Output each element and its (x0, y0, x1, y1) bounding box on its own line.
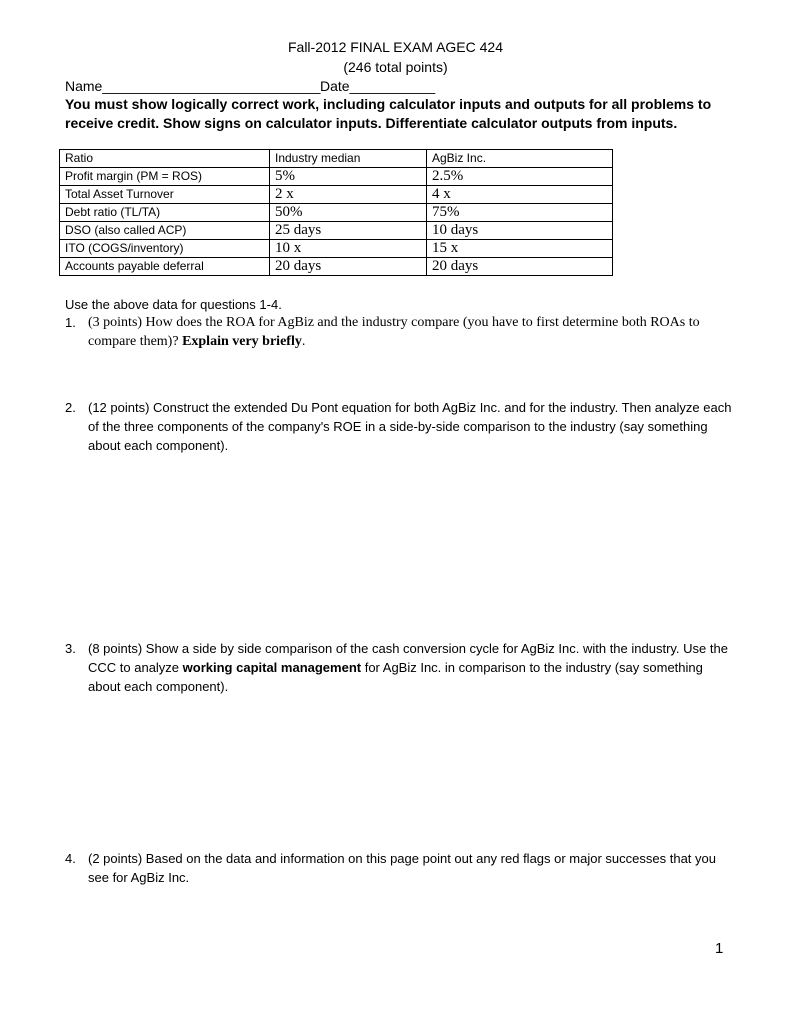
table-row (60, 258, 613, 276)
question-1-emphasis: Explain very briefly (182, 334, 302, 349)
question-3-text (88, 639, 738, 696)
table-cell-ratio: Accounts payable deferral (60, 258, 270, 276)
exam-title: Fall-2012 FINAL EXAM AGEC 424 (287, 39, 504, 55)
table-cell-industry: 50% (270, 204, 427, 222)
table-row (60, 240, 613, 258)
table-cell-industry: 2 x (270, 186, 427, 204)
table-cell-agbiz: 20 days (427, 258, 613, 276)
table-cell-industry: 20 days (270, 258, 427, 276)
table-cell-industry: 10 x (270, 240, 427, 258)
table-row (60, 222, 613, 240)
table-cell-ratio: DSO (also called ACP) (60, 222, 270, 240)
question-3-text-a: (8 points) Show a side by side comparison of the cash conversion cycle for AgBiz Inc. with the industry. Use the CCC to analyze (88, 641, 728, 675)
question-1-text-a: (3 points) How does the ROA for AgBiz and the industry compare (you have to first determine both ROAs to compare them)? (88, 315, 700, 349)
table-cell-industry: 5% (270, 168, 427, 186)
table-cell-ratio: Total Asset Turnover (60, 186, 270, 204)
total-points: (246 total points) (343, 59, 448, 75)
question-2-number: 2. (65, 400, 76, 415)
questions-intro: Use the above data for questions 1-4. (65, 297, 282, 312)
table-cell-agbiz: 10 days (427, 222, 613, 240)
question-3-text-c: for AgBiz Inc. in comparison to the industry (say something about each component). (88, 660, 703, 694)
table-cell-agbiz: 75% (427, 204, 613, 222)
question-3-number: 3. (65, 641, 76, 656)
table-header-cell: AgBiz Inc. (427, 150, 613, 168)
table-row (60, 204, 613, 222)
question-4-text: (2 points) Based on the data and information on this page point out any red flags or major successes that you see for AgBiz Inc. (88, 851, 716, 885)
table-cell-agbiz: 15 x (427, 240, 613, 258)
table-row (60, 168, 613, 186)
table-header-row (60, 150, 613, 168)
page-number: 1 (715, 940, 724, 957)
table-cell-ratio: Profit margin (PM = ROS) (60, 168, 270, 186)
table-cell-agbiz: 2.5% (427, 168, 613, 186)
table-row (60, 186, 613, 204)
question-3-emphasis: working capital management (182, 660, 362, 675)
table-header-cell: Industry median (270, 150, 427, 168)
instructions: You must show logically correct work, including calculator inputs and outputs for all problems to receive credit. Show signs on calculator inputs. Differentiate calculator outputs from inputs. (65, 96, 712, 131)
ratio-table (59, 149, 613, 276)
table-cell-industry: 25 days (270, 222, 427, 240)
question-1-number: 1. (65, 315, 76, 330)
table-cell-agbiz: 4 x (427, 186, 613, 204)
name-field-line: Name____________________________ (65, 78, 321, 94)
date-field-line: Date___________ (320, 78, 436, 94)
question-1-text (88, 313, 738, 351)
question-2-text: (12 points) Construct the extended Du Pont equation for both AgBiz Inc. and for the industry. Then analyze each of the three components of the company's ROE in a side-by-side comparison to the industry (say something about each component). (88, 400, 732, 453)
question-4-number: 4. (65, 851, 76, 866)
table-cell-ratio: ITO (COGS/inventory) (60, 240, 270, 258)
table-cell-ratio: Debt ratio (TL/TA) (60, 204, 270, 222)
table-header-cell: Ratio (60, 150, 270, 168)
question-1-text-c: . (301, 334, 306, 349)
